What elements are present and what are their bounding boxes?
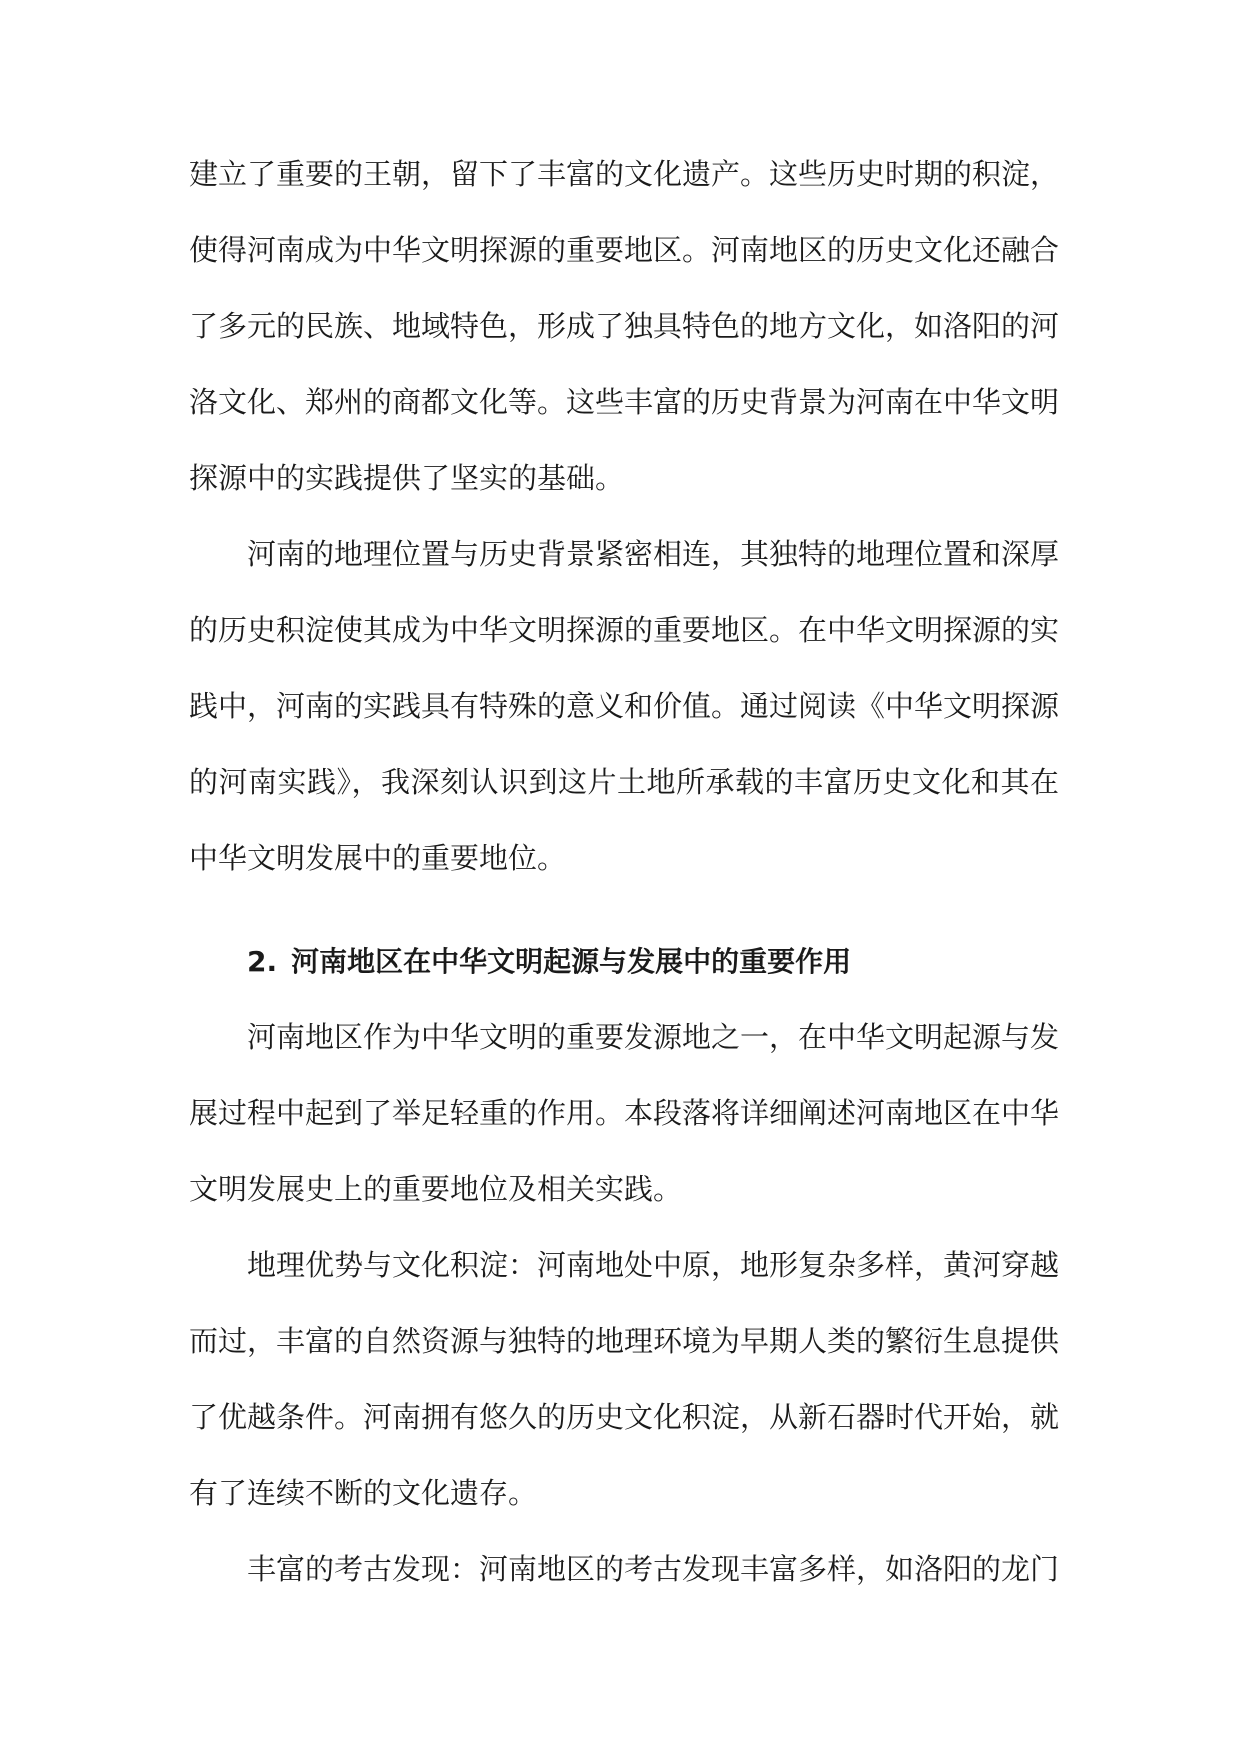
section-heading (247, 924, 1059, 1000)
paragraph: 地理优势与文化积淀：河南地处中原，地形复杂多样，黄河穿越而过，丰富的自然资源与独特的地理环境为早期人类的繁衍生息提供了优越条件。河南拥有悠久的历史文化积淀，从新石器时代开始，就有了连续不断的文化遗存。 (189, 1248, 1060, 1510)
section-title: 河南地区在中华文明起源与发展中的重要作用 (291, 945, 852, 978)
paragraph: 河南的地理位置与历史背景紧密相连，其独特的地理位置和深厚的历史积淀使其成为中华文明探源的重要地区。在中华文明探源的实践中，河南的实践具有特殊的意义和价值。通过阅读《中华文明探源的河南实践》，我深刻认识到这片土地所承载的丰富历史文化和其在中华文明发展中的重要地位。 (189, 537, 1060, 875)
paragraph: 丰富的考古发现：河南地区的考古发现丰富多样，如洛阳的龙门 (247, 1552, 1060, 1586)
paragraph: 河南地区作为中华文明的重要发源地之一，在中华文明起源与发展过程中起到了举足轻重的作用。本段落将详细阐述河南地区在中华文明发展史上的重要地位及相关实践。 (189, 1020, 1060, 1206)
paragraph-continued: 建立了重要的王朝，留下了丰富的文化遗产。这些历史时期的积淀，使得河南成为中华文明探源的重要地区。河南地区的历史文化还融合了多元的民族、地域特色，形成了独具特色的地方文化，如洛阳的河洛文化、郑州的商都文化等。这些丰富的历史背景为河南在中华文明探源中的实践提供了坚实的基础。 (189, 157, 1060, 495)
section-number: 2. (247, 945, 278, 978)
